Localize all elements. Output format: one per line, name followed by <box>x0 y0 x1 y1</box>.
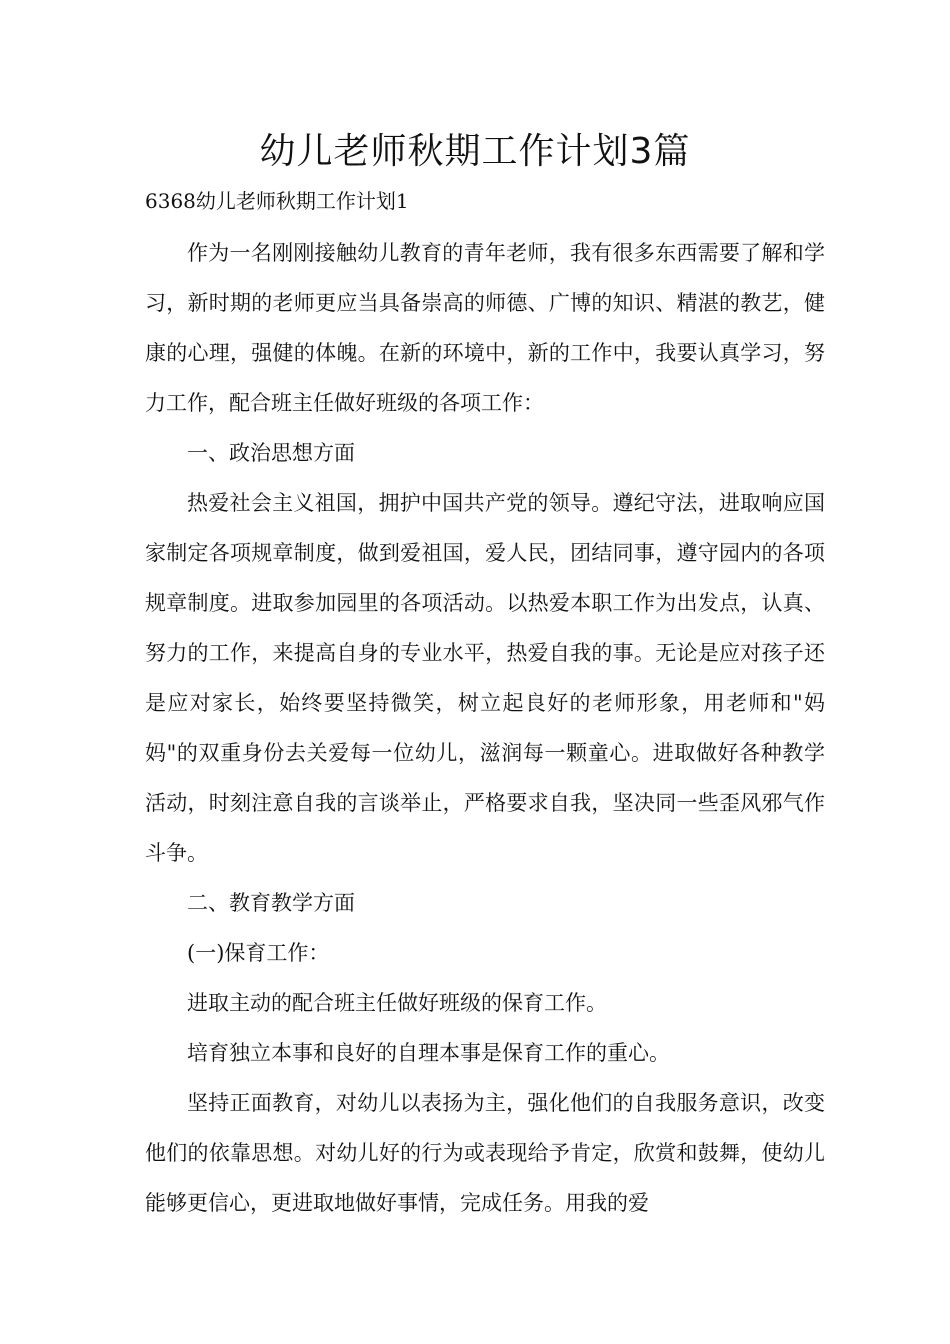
document-body <box>145 228 825 1228</box>
paragraph-care-3: 坚持正面教育，对幼儿以表扬为主，强化他们的自我服务意识，改变他们的依靠思想。对幼儿好的行为或表现给予肯定，欣赏和鼓舞，使幼儿能够更信心，更进取地做好事情，完成任务。用我的爱 <box>145 1091 825 1215</box>
paragraph-politics: 热爱社会主义祖国，拥护中国共产党的领导。遵纪守法，进取响应国家制定各项规章制度，做到爱祖国，爱人民，团结同事，遵守园内的各项规章制度。进取参加园里的各项活动。以热爱本职工作为出发点，认真、努力的工作，来提高自身的专业水平，热爱自我的事。无论是应对孩子还是应对家长，始终要坚持微笑，树立起良好的老师形象，用老师和"妈妈"的双重身份去关爱每一位幼儿，滋润每一颗童心。进取做好各种教学活动，时刻注意自我的言谈举止，严格要求自我，坚决同一些歪风邪气作斗争。 <box>145 491 825 865</box>
paragraph-intro: 作为一名刚刚接触幼儿教育的青年老师，我有很多东西需要了解和学习，新时期的老师更应当具备崇高的师德、广博的知识、精湛的教艺，健康的心理，强健的体魄。在新的环境中，新的工作中，我要认真学习，努力工作，配合班主任做好班级的各项工作： <box>145 241 825 415</box>
paragraph-care-1: 进取主动的配合班主任做好班级的保育工作。 <box>187 991 607 1015</box>
section-heading-politics: 一、政治思想方面 <box>187 441 355 465</box>
document-title: 幼儿老师秋期工作计划3篇 <box>259 131 691 172</box>
section-heading-education: 二、教育教学方面 <box>187 891 355 915</box>
document-subtitle: 6368幼儿老师秋期工作计划1 <box>145 189 409 213</box>
subsection-heading-care: (一)保育工作： <box>187 941 330 965</box>
paragraph-care-2: 培育独立本事和良好的自理本事是保育工作的重心。 <box>187 1041 670 1065</box>
